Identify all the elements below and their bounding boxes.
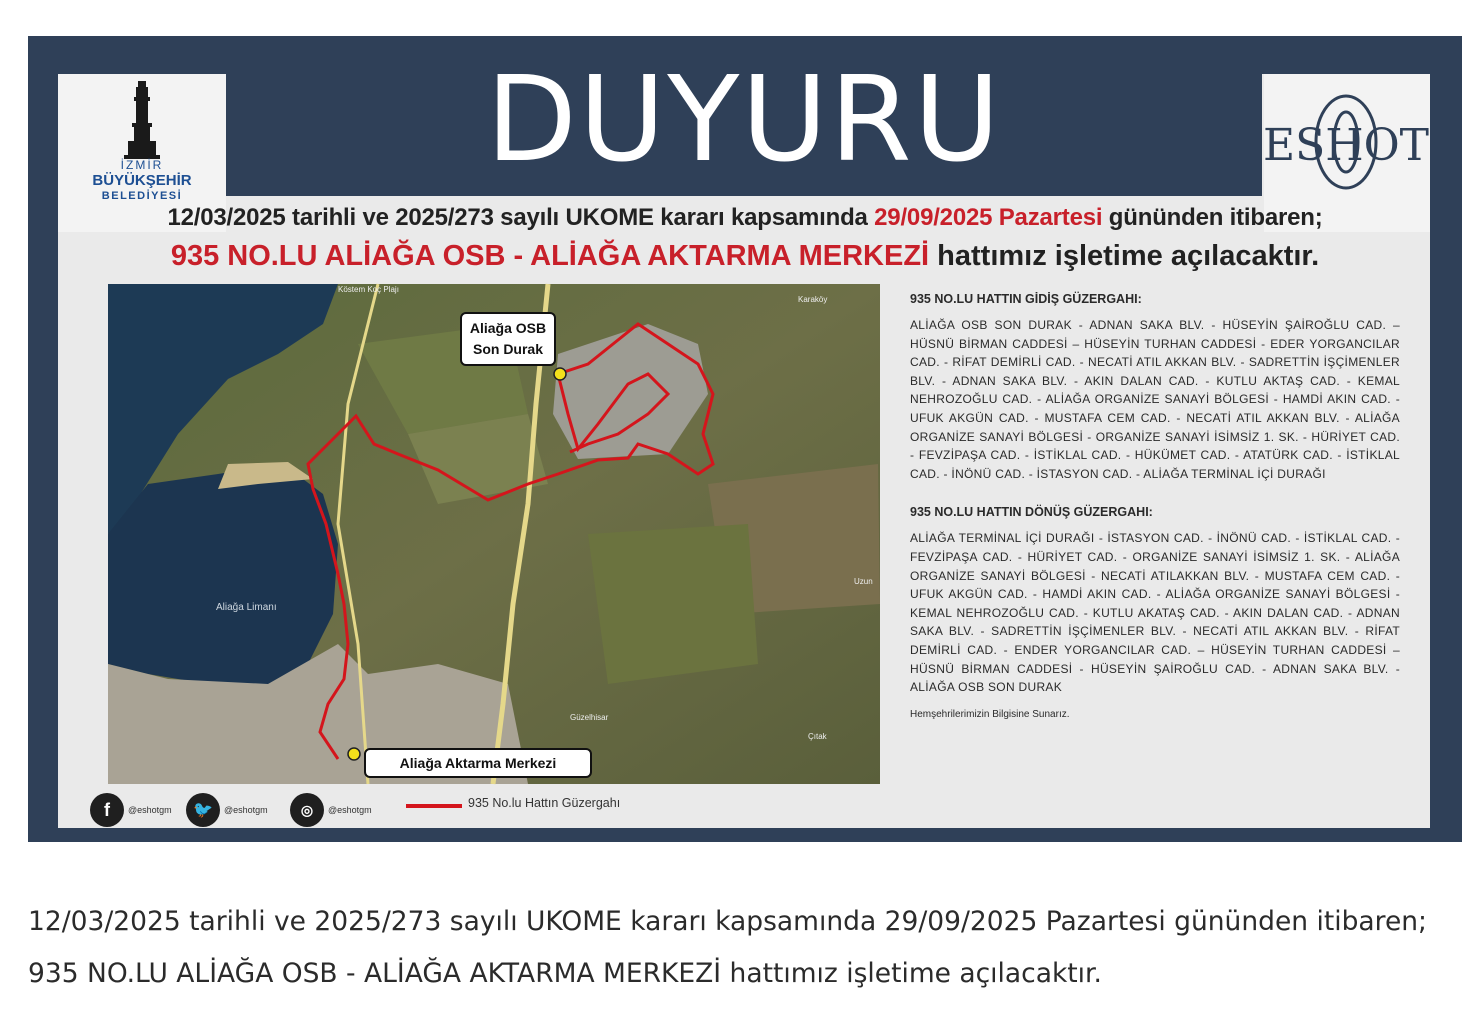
legend-route-swatch xyxy=(406,804,462,808)
map-label-karakoy: Karaköy xyxy=(798,295,828,304)
departure-route-text: ALİAĞA OSB SON DURAK - ADNAN SAKA BLV. - HÜSEYİN ŞAİROĞLU CAD. – HÜSNÜ BİRMAN CADDESİ – HÜSEYİN TURHAN CADDESİ - EDER YORGANCILAR CAD. - RİFAT DEMİRLİ CAD. - NECATİ ATIL AKKAN BLV. - SADRETTİN İŞÇİMENLER BLV. - ADNAN SAKA BLV. - AKIN DALAN CAD. - KUTLU AKTAŞ CAD. - KEMAL NEHROZOĞLU CAD. - ALİAĞA ORGANİZE SANAYİ BÖLGESİ - HAMDİ AKIN CAD. - UFUK AKGÜN CAD. - MUSTAFA CEM CAD. - NECATİ ATIL AKKAN BLV. - ALİAĞA ORGANİZE SANAYİ BÖLGESİ - ORGANİZE SANAYİ İSİMSİZ 1. SK. - HÜRİYET CAD. - FEVZİPAŞA CAD. - İSTİKLAL CAD. - HÜKÜMET CAD. - ATATÜRK CAD. - İSTİKLAL CAD. - İNÖNÜ CAD. - İSTASYON CAD. - ALİAĞA TERMİNAL İÇİ DURAĞI xyxy=(910,318,1400,481)
return-route-text: ALİAĞA TERMİNAL İÇİ DURAĞI - İSTASYON CAD. - İNÖNÜ CAD. - İSTİKLAL CAD. - FEVZİPAŞA CAD. - HÜRİYET CAD. - ORGANİZE SANAYİ İSİMSİZ 1. SK. - ALİAĞA ORGANİZE SANAYİ BÖLGESİ - NECATİ ATILAKKAN BLV. - MUSTAFA CEM CAD. - UFUK AKGÜN CAD. - HAMDİ AKIN CAD. - ALİAĞA ORGANİZE SANAYİ BÖLGESİ - KEMAL NEHROZOĞLU CAD. - KUTLU AKATAŞ CAD. - AKIN DALAN CAD. - ADNAN SAKA BLV. - SADRETTİN İŞÇİMENLER BLV. - NECATİ ATIL AKKAN BLV. - RİFAT DEMİRLİ CAD. - ENDER YORGANCILAR CAD. – HÜSEYİN TURHAN CADDESİ – HÜSNÜ BİRMAN CADDESİ - HÜSEYİN ŞAİROĞLU CAD. - ADNAN SAKA BLV. - ALİAĞA OSB SON DURAK xyxy=(910,531,1400,695)
facebook-icon: f xyxy=(90,793,124,827)
twitter-contact xyxy=(186,792,268,828)
departure-heading: 935 NO.LU HATTIN GİDİŞ GÜZERGAHI: xyxy=(910,292,1142,306)
instagram-handle: @eshotgm xyxy=(328,805,372,815)
headline-decision-part1: 12/03/2025 tarihli ve 2025/273 sayılı UKOME kararı kapsamında xyxy=(167,204,875,231)
logo-line-izmir: İZMİR xyxy=(120,158,164,172)
clock-tower-icon xyxy=(120,79,164,159)
post-caption: 12/03/2025 tarihli ve 2025/273 sayılı UKOME kararı kapsamında 29/09/2025 Pazartesi gününden itibaren; 935 NO.LU ALİAĞA OSB - ALİAĞA AKTARMA MERKEZİ hattımız işletime açılacaktır. xyxy=(28,906,1427,989)
map-label-kostem: Köstem Koç Plajı xyxy=(338,285,399,294)
headline-start-date: 29/09/2025 Pazartesi xyxy=(874,204,1103,231)
headline-route-rest: hattımız işletime açılacaktır. xyxy=(929,240,1320,272)
instagram-contact xyxy=(290,792,372,828)
facebook-contact xyxy=(90,792,172,828)
route-description xyxy=(910,292,1400,720)
eshot-logo-text: ESHOT xyxy=(1262,120,1430,171)
poster-title: DUYURU xyxy=(485,50,1003,188)
map-label-harbor: Aliağa Limanı xyxy=(216,602,277,613)
return-heading: 935 NO.LU HATTIN DÖNÜŞ GÜZERGAHI: xyxy=(910,505,1153,520)
stop-marker-aktarma xyxy=(348,748,360,760)
instagram-icon: ◎ xyxy=(290,793,324,827)
facebook-handle: @eshotgm xyxy=(128,805,172,815)
headline-decision xyxy=(28,204,1462,232)
headline-route xyxy=(28,240,1462,273)
headline-route-name: 935 NO.LU ALİAĞA OSB - ALİAĞA AKTARMA MERKEZİ xyxy=(170,240,930,272)
map-label-citak: Çıtak xyxy=(808,732,827,741)
stop-label-aktarma-merkezi: Aliağa Aktarma Merkezi xyxy=(364,748,592,778)
route-map xyxy=(108,284,880,784)
headline-decision-part2: gününden itibaren; xyxy=(1102,204,1323,231)
logo-line-buyuksehir: BÜYÜKŞEHİR xyxy=(92,172,192,189)
footnote: Hemşehrilerimizin Bilgisine Sunarız. xyxy=(910,708,1070,720)
twitter-handle: @eshotgm xyxy=(224,805,268,815)
logo-line-belediyesi: BELEDİYESİ xyxy=(101,190,183,202)
legend-label: 935 No.lu Hattın Güzergahı xyxy=(468,796,621,810)
map-label-uzun: Uzun xyxy=(854,577,873,586)
announcement-poster xyxy=(28,36,1462,842)
stop-label-osb: Aliağa OSB Son Durak xyxy=(460,312,556,366)
map-label-guzelhisar: Güzelhisar xyxy=(570,713,609,722)
stop-marker-osb xyxy=(554,368,566,380)
twitter-icon: 🐦 xyxy=(186,793,220,827)
eshot-monogram-icon xyxy=(1262,84,1430,202)
